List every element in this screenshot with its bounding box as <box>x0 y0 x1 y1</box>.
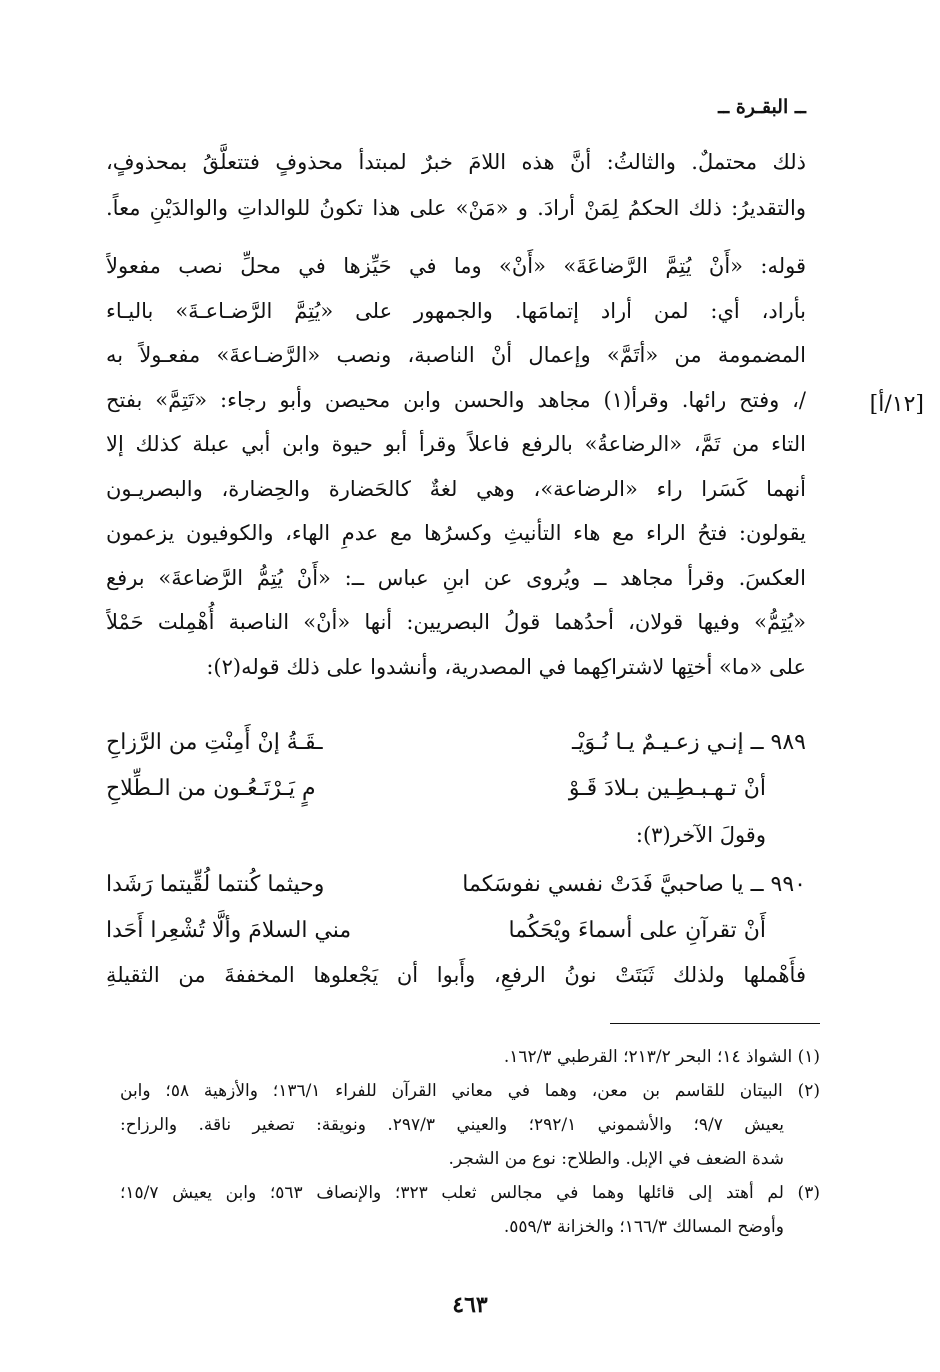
text-line: يقولون: فتحُ الراء مع هاء التأنيثِ وكسرُها مع عدمِ الهاء، والكوفيون يزعمون <box>106 521 806 545</box>
main-text-top <box>106 138 806 230</box>
text-line: العكسَ. وقرأ مجاهد ــ ويُروى عن ابنِ عباس ــ: «أَنْ يُتِمُّ الرَّضاعةَ» برفع <box>106 565 806 590</box>
running-header: ــ البقـرة ــ <box>718 96 806 118</box>
text-line: المضمومة من «أتَمَّ» وإعمال أنْ الناصبة، ونصب «الرَّضـاعةَ» مفعـولاً به <box>106 343 806 367</box>
verse-first-hemistich: أنْ تـهـبـطِـين بـلادَ قَـوْ <box>568 776 766 801</box>
text-line: بأراد، أي: لمن أراد إتمامَها. والجمهور على «يُتِمَّ الرَّضـاعـةَ» باليـاء <box>106 298 806 323</box>
verse-line <box>106 862 806 908</box>
text-line: التاء من تَمَّ، «الرضاعةُ» بالرفع فاعلاً وقرأ أبو حيوة وابن أبي عبلة كذلك إلا <box>106 432 806 456</box>
text-line: ذلك محتملٌ. والثالثُ: أنَّ هذه اللامَ خبرٌ لمبتدأ محذوفٍ فتتعلَّقُ بمحذوفٍ، <box>106 150 806 174</box>
main-text-body <box>106 244 806 689</box>
verse-second-hemistich: وحيثما كُنتما لُقِّيتما رَشَدا <box>106 872 325 897</box>
verse-second-hemistich: مٍ يَـرْتَـعُـون من الـطِّلاحِ <box>106 776 316 801</box>
verse-first-hemistich: ٩٨٩ ــ إنـي زعـيـمٌ يـا نُـوَيْـ <box>571 730 806 755</box>
footnote-line: (٢) البيتان للقاسم بن معن، وهما في معاني القرآن للفراء ١٣٦/١؛ والأزهية ٥٨؛ وابن <box>120 1081 820 1101</box>
text-line: والتقديرُ: ذلك الحكمُ لِمَنْ أرادَ. و «مَنْ» على هذا تكونُ للوالداتِ والوالدَيْنِ معاً. <box>106 196 806 220</box>
page-number: ٤٦٣ <box>452 1292 488 1318</box>
main-text-final <box>106 952 806 998</box>
text-line: «يُتِمُّ» وفيها قولان، أحدُهما قولُ البصريين: أنها «أنْ» الناصبة أُهْمِلت حَمْلاً <box>106 610 806 634</box>
footnotes <box>120 1040 820 1244</box>
verse-990 <box>106 862 806 954</box>
footnote-line: يعيش ٩/٧؛ والأشموني ٢٩٢/١؛ والعيني ٢٩٧/٣. ونويقة: تصغير ناقة. والرزاح: <box>120 1115 784 1135</box>
verse-second-hemistich: مني السلامَ وألَّا تُشْعِرا أَحَدا <box>106 918 352 943</box>
text-line: /، وفتح رائها. وقرأ(١) مجاهد والحسن وابن محيصن وأبو رجاء: «تَتِمَّ» بفتح <box>106 387 806 412</box>
verse-line <box>106 908 806 954</box>
text-line: على «ما» أختِها لاشتراكِهما في المصدرية، وأنشدوا على ذلك قوله(٢): <box>206 654 806 679</box>
footnote-line: (١) الشواذ ١٤؛ البحر ٢١٣/٢؛ القرطبي ١٦٢/٣. <box>503 1047 820 1067</box>
verse-first-hemistich: ٩٩٠ ــ يا صاحبيَّ فَدَتْ نفسي نفوسَكما <box>462 872 806 897</box>
footnote-line: شدة الضعف في الإبل. والطلاح: نوع من الشجر. <box>448 1149 784 1169</box>
text-line: أنهما كَسَرا راء «الرضاعة»، وهي لغةٌ كالحَضارة والحِضارة، والبصريـون <box>106 476 806 501</box>
text-line: فأَهْملها ولذلك ثَبَتَتْ نونُ الرفعِ، وأَبوا أن يَجْعلوها المخففةَ من الثقيلةِ <box>106 963 806 987</box>
main-text-other <box>106 812 806 858</box>
verse-line <box>106 766 806 812</box>
margin-reference: [١٢/أ] <box>869 392 924 417</box>
footnote-divider <box>610 1023 820 1024</box>
verse-989 <box>106 720 806 812</box>
verse-line <box>106 720 806 766</box>
footnote-line: (٣) لم أهتد إلى قائلها وهما في مجالس ثعلب ٣٢٣؛ والإنصاف ٥٦٣؛ وابن يعيش ١٥/٧؛ <box>120 1183 820 1203</box>
verse-first-hemistich: أَنْ تقرآنِ على أسماءَ ويْحَكُما <box>508 918 766 943</box>
footnote-line: وأوضح المسالك ١٦٦/٣؛ والخزانة ٥٥٩/٣. <box>503 1217 784 1237</box>
verse-second-hemistich: ـقَـةُ إنْ أَمِنْتِ من الرَّزاحِ <box>106 730 323 755</box>
text-line: وقولَ الآخر(٣): <box>635 823 766 847</box>
text-line: قوله: «أَنْ يُتِمَّ الرَّضاعَةَ» «أَنْ» وما في حَيِّزها في محلِّ نصب مفعولاً <box>106 254 806 278</box>
